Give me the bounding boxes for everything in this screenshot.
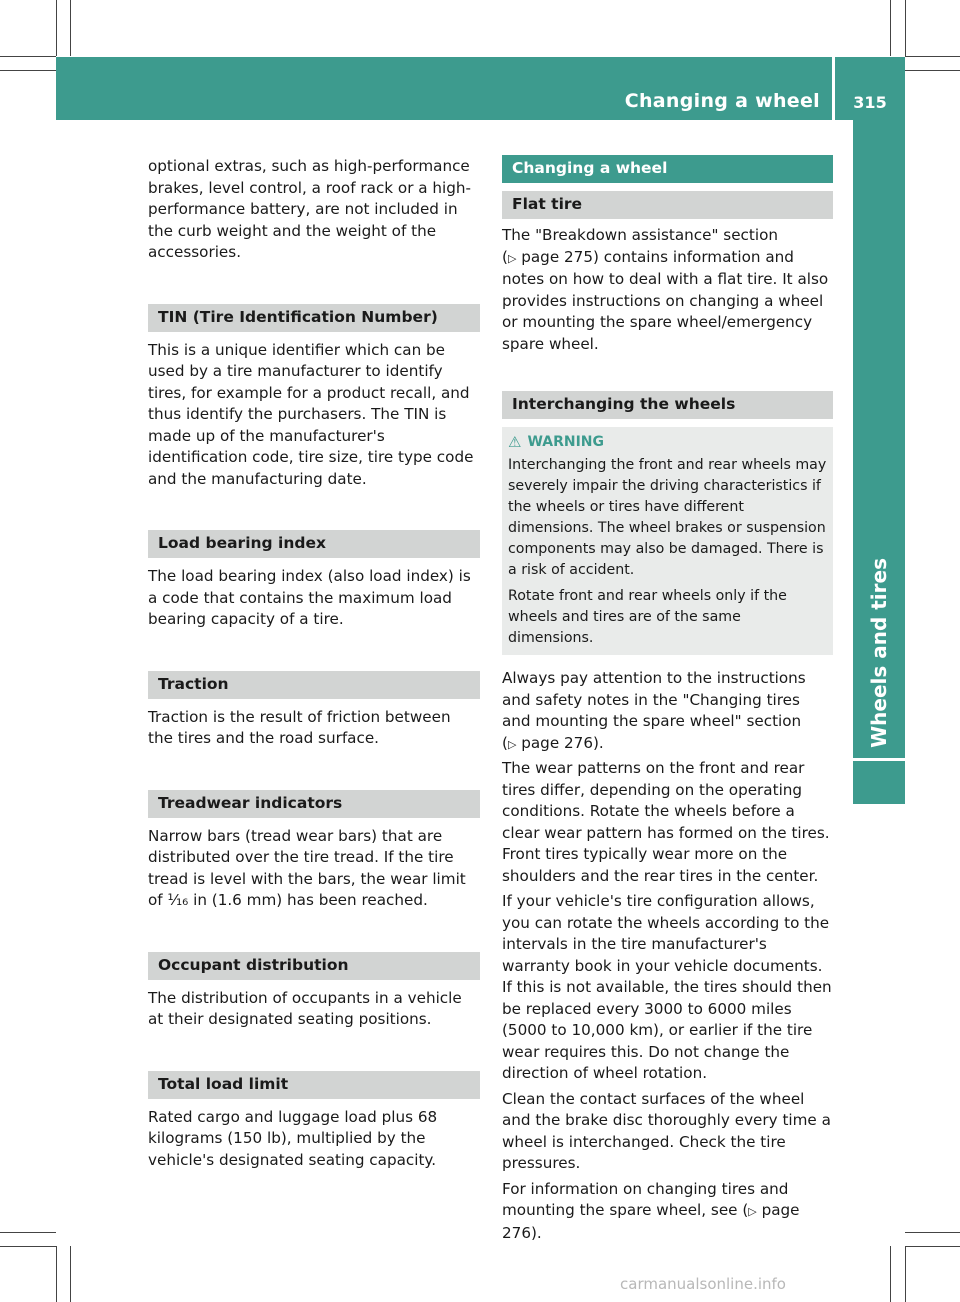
section-body: Rated cargo and luggage load plus 68 kilograms (150 lb), multiplied by the vehicle's designated seating capacity.: [148, 1107, 438, 1169]
crop-mark: [0, 56, 56, 57]
section-heading: Treadwear indicators: [148, 790, 480, 818]
flat-tire-text: The "Breakdown assistance" section: [502, 226, 778, 244]
crop-mark: [905, 1246, 906, 1302]
section-body: Narrow bars (tread wear bars) that are distributed over the tire tread. If the tire tread is level with the bars, the wear limit of ¹⁄₁₆ in (1.6 mm) has been reached.: [148, 826, 466, 909]
section-heading: Traction: [148, 671, 480, 699]
crop-mark: [0, 1246, 56, 1247]
crop-mark: [56, 1246, 57, 1302]
section-body: Traction is the result of friction between the tires and the road surface.: [148, 707, 451, 747]
crop-mark: [70, 0, 71, 56]
right-column: [502, 155, 833, 1244]
warning-label: WARNING: [527, 434, 605, 450]
chapter-tab-label-wrap: [853, 120, 905, 758]
chapter-tab-label: Wheels and tires: [867, 558, 891, 748]
warning-text: Rotate front and rear wheels only if the wheels and tires are of the same dimensions.: [508, 588, 787, 646]
section-heading: Load bearing index: [148, 530, 480, 558]
body-paragraph: Clean the contact surfaces of the wheel and the brake disc thoroughly every time a wheel is interchanged. Check the tire pressures.: [502, 1089, 831, 1172]
chapter-tab-marker: [853, 761, 905, 804]
crop-mark: [905, 70, 960, 71]
crop-mark: [890, 0, 891, 56]
crop-mark: [890, 1246, 891, 1302]
crop-mark: [905, 1232, 960, 1233]
main-section-heading: Changing a wheel: [502, 155, 833, 183]
body-paragraph: Always pay attention to the instructions and safety notes in the "Changing tires and mounting the spare wheel" section (▷ page 276).: [502, 669, 806, 752]
page-ref-arrow-icon: ▷: [507, 737, 517, 751]
intro-paragraph: optional extras, such as high-performance brakes, level control, a roof rack or a high-performance battery, are not included in the curb weight and the weight of the accessories.: [148, 157, 472, 261]
crop-mark: [0, 70, 56, 71]
page-ref-link[interactable]: page 276).: [502, 1201, 800, 1242]
body-paragraph: The wear patterns on the front and rear tires differ, depending on the operating conditions. Rotate the wheels before a clear wear pattern has formed on the tires. Front tires typically wear more on the shoulders and the rear tires in the center.: [502, 759, 830, 885]
page-ref-arrow-icon: ▷: [507, 251, 517, 265]
section-body: The distribution of occupants in a vehicle at their designated seating positions.: [148, 988, 462, 1028]
section-heading: Interchanging the wheels: [502, 391, 833, 419]
body-paragraph: If your vehicle's tire configuration allows, you can rotate the wheels according to the intervals in the tire manufacturer's warranty book in your vehicle documents. If this is not available, the tires should then be replaced every 3000 to 6000 miles (5000 to 10,000 km), or earlier if the tire wear requires this. Do not change the direction of wheel rotation.: [502, 892, 832, 1082]
section-body: This is a unique identifier which can be used by a tire manufacturer to identify tires, for example for a product recall, and thus identify the purchasers. The TIN is made up of the manufacturer's identification code, tire size, tire type code and the manufacturing date.: [148, 340, 474, 488]
section-heading: Flat tire: [502, 191, 833, 219]
header-divider: [832, 57, 835, 120]
warning-title: [508, 432, 827, 453]
page-title: Changing a wheel: [624, 90, 820, 112]
crop-mark: [56, 0, 57, 56]
paragraph-text: For information on changing tires and mounting the spare wheel, see (: [502, 1179, 789, 1219]
crop-mark: [905, 0, 906, 56]
crop-mark: [70, 1246, 71, 1302]
page-ref-arrow-icon: ▷: [748, 1205, 757, 1218]
section-body: The "Breakdown assistance" section (▷ page 275) contains information and notes on how to deal with a flat tire. It also provides instructions on changing a wheel or mounting the spare wheel/emergency spare wheel.: [502, 226, 829, 353]
paragraph-text: Always pay attention to the instructions and safety notes in the "Changing tires and mounting the spare wheel" section: [502, 669, 806, 730]
watermark: carmanualsonline.info: [620, 1275, 786, 1293]
warning-box: [502, 427, 833, 655]
crop-mark: [905, 1246, 960, 1247]
warning-text: Interchanging the front and rear wheels may severely impair the driving characteristics if the wheels or tires have different dimensions. The wheel brakes or suspension components may also be damaged. There is a risk of accident.: [508, 457, 827, 578]
section-heading: Occupant distribution: [148, 952, 480, 980]
crop-mark: [0, 1232, 56, 1233]
page-number: 315: [853, 93, 887, 112]
section-body: The load bearing index (also load index) is a code that contains the maximum load bearing capacity of a tire.: [148, 567, 471, 628]
section-heading: Total load limit: [148, 1071, 480, 1099]
left-column: [148, 156, 480, 1171]
page-ref-link[interactable]: page 276).: [521, 733, 604, 752]
crop-mark: [905, 56, 960, 57]
section-heading: TIN (Tire Identification Number): [148, 304, 480, 332]
warning-triangle-icon: ⚠: [508, 433, 522, 451]
body-paragraph: [502, 1179, 833, 1245]
flat-tire-ref-text[interactable]: page 275) contains information and notes on how to deal with a flat tire. It also provides instructions on changing a wheel or mounting the spare wheel/emergency spare wheel.: [502, 247, 829, 353]
